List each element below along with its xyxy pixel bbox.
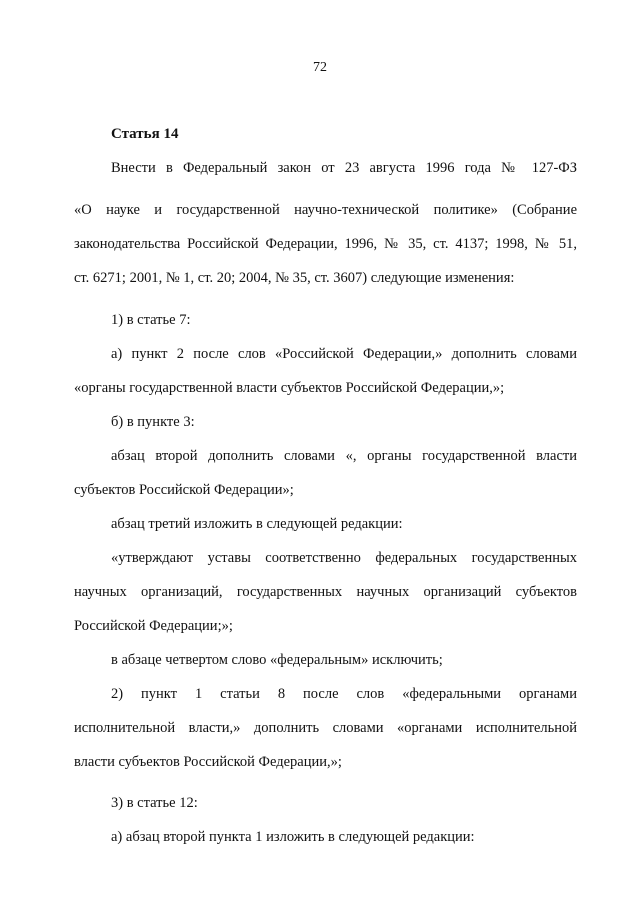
paragraph-line: абзац третий изложить в следующей редакции: [111, 516, 403, 532]
paragraph-line: «органы государственной власти субъектов Российской Федерации,»; [74, 380, 505, 396]
paragraph-line: а) пункт 2 после слов «Российской Федерации,» дополнить словами [111, 346, 577, 362]
paragraph-line: власти субъектов Российской Федерации,»; [74, 754, 342, 770]
paragraph-line: Внести в Федеральный закон от 23 августа 1996 года № 127-ФЗ [111, 160, 577, 176]
paragraph-line: научных организаций, государственных научных организаций субъектов [74, 584, 577, 600]
paragraph-line: Российской Федерации;»; [74, 618, 233, 634]
paragraph-line: 2) пункт 1 статьи 8 после слов «федеральными органами [111, 686, 577, 702]
article-heading: Статья 14 [111, 126, 179, 142]
paragraph-line: ст. 6271; 2001, № 1, ст. 20; 2004, № 35, ст. 3607) следующие изменения: [74, 270, 515, 286]
paragraph-line: б) в пункте 3: [111, 414, 195, 430]
page-number: 72 [313, 60, 327, 75]
paragraph-line: а) абзац второй пункта 1 изложить в следующей редакции: [111, 829, 475, 845]
paragraph-line: исполнительной власти,» дополнить словами «органами исполнительной [74, 720, 577, 736]
paragraph-line: «О науке и государственной научно-технической политике» (Собрание [74, 202, 577, 218]
paragraph-line: 3) в статье 12: [111, 795, 198, 811]
paragraph-line: 1) в статье 7: [111, 312, 191, 328]
paragraph-line: «утверждают уставы соответственно федеральных государственных [111, 550, 577, 566]
paragraph-line: абзац второй дополнить словами «, органы государственной власти [111, 448, 577, 464]
paragraph-line: в абзаце четвертом слово «федеральным» исключить; [111, 652, 443, 668]
paragraph-line: законодательства Российской Федерации, 1996, № 35, ст. 4137; 1998, № 51, [74, 236, 577, 252]
paragraph-line: субъектов Российской Федерации»; [74, 482, 294, 498]
